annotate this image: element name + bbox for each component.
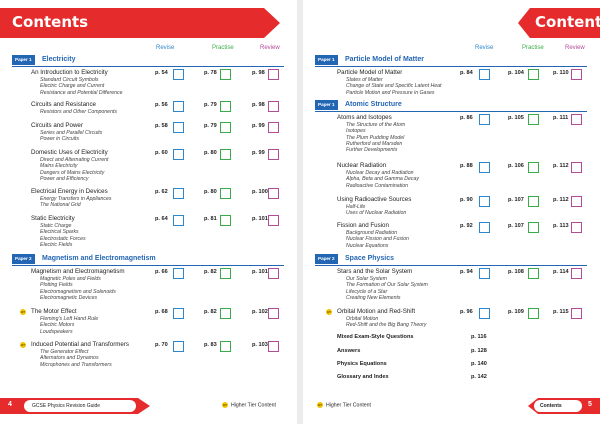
subtopic: Red-Shift and the Big Bang Theory — [346, 322, 427, 329]
practise-checkbox[interactable] — [528, 162, 539, 173]
section-divider — [315, 111, 587, 112]
subtopic: Standard Circuit Symbols — [40, 77, 99, 83]
paper-header-electricity — [12, 55, 284, 65]
review-page-number: p. 111 — [553, 115, 569, 121]
practise-checkbox[interactable] — [220, 308, 231, 319]
extra-item-title: Mixed Exam-Style Questions — [337, 334, 414, 340]
review-checkbox[interactable] — [268, 308, 279, 319]
revise-page-number: p. 70 — [155, 342, 168, 348]
review-checkbox[interactable] — [571, 222, 582, 233]
toc-entry — [31, 188, 295, 209]
subtopic: Power in Circuits — [40, 136, 79, 143]
review-checkbox[interactable] — [571, 308, 582, 319]
column-header-practise: Practise — [212, 45, 234, 51]
practise-page-number: p. 108 — [508, 269, 524, 275]
page-number-left: 4 — [8, 401, 12, 408]
revise-checkbox[interactable] — [479, 162, 490, 173]
section-title: Atomic Structure — [345, 101, 402, 108]
paper-tag: Paper 2 — [12, 254, 35, 264]
toc-entry — [31, 215, 295, 248]
practise-page-number: p. 83 — [204, 342, 217, 348]
revise-checkbox[interactable] — [173, 341, 184, 352]
topic-title: Electrical Energy in Devices — [31, 188, 108, 195]
extra-item-title: Answers — [337, 348, 361, 354]
subtopic: Isotopes — [346, 128, 366, 135]
practise-page-number: p. 81 — [204, 216, 217, 222]
review-page-number: p. 98 — [252, 70, 265, 76]
paper-header-atomic-structure — [315, 100, 587, 110]
revise-checkbox[interactable] — [479, 268, 490, 279]
practise-page-number: p. 104 — [508, 70, 524, 76]
paper-header-space-physics — [315, 254, 587, 264]
practise-checkbox[interactable] — [528, 222, 539, 233]
left-page — [0, 0, 297, 424]
subtopic: Series and Parallel Circuits — [40, 130, 103, 136]
topic-title: Orbital Motion and Red-Shift — [337, 308, 416, 315]
subtopic: Electric Charge and Current — [40, 83, 105, 90]
review-page-number: p. 110 — [553, 70, 569, 76]
review-checkbox[interactable] — [571, 162, 582, 173]
subtopic: Alternators and Dynamos — [40, 355, 99, 362]
review-page-number: p. 113 — [553, 223, 569, 229]
section-title: Electricity — [42, 56, 76, 63]
review-page-number: p. 115 — [553, 309, 569, 315]
higher-tier-label: Higher Tier Content — [326, 402, 371, 409]
revise-page-number: p. 64 — [155, 216, 168, 222]
revise-checkbox[interactable] — [479, 222, 490, 233]
page-number-right: 5 — [588, 401, 592, 408]
higher-tier-icon: HT — [223, 403, 227, 407]
revise-checkbox[interactable] — [173, 149, 184, 160]
topic-title: Domestic Uses of Electricity — [31, 149, 108, 156]
subtopic: Half-Life — [346, 204, 366, 210]
review-checkbox[interactable] — [571, 69, 582, 80]
paper-header-particle-model — [315, 55, 587, 65]
subtopic: Nuclear Fission and Fusion — [346, 236, 409, 243]
revise-page-number: p. 62 — [155, 189, 168, 195]
higher-tier-key-left — [222, 402, 276, 408]
page-title-left: Contents — [12, 13, 89, 31]
subtopic: The Structure of the Atom — [346, 122, 406, 128]
extra-item-glossary — [337, 374, 487, 380]
toc-entry — [21, 308, 295, 335]
review-page-number: p. 101 — [252, 269, 268, 275]
subtopic: Alpha, Beta and Gamma Decay — [346, 176, 419, 183]
toc-entry — [21, 341, 295, 368]
extra-item-exam-questions — [337, 334, 487, 340]
revise-checkbox[interactable] — [479, 308, 490, 319]
book-title: GCSE Physics Revision Guide — [32, 403, 101, 409]
practise-checkbox[interactable] — [220, 122, 231, 133]
toc-entry — [337, 114, 601, 153]
revise-checkbox[interactable] — [173, 308, 184, 319]
section-divider — [12, 66, 284, 67]
review-checkbox[interactable] — [268, 188, 279, 199]
subtopic: Fleming’s Left Hand Rule — [40, 316, 99, 322]
practise-checkbox[interactable] — [528, 69, 539, 80]
topic-title: Fission and Fusion — [337, 222, 389, 229]
column-header-revise: Revise — [475, 45, 494, 51]
practise-checkbox[interactable] — [220, 215, 231, 226]
subtopic: The National Grid — [40, 202, 81, 209]
review-checkbox[interactable] — [268, 69, 279, 80]
review-checkbox[interactable] — [268, 149, 279, 160]
review-page-number: p. 114 — [553, 269, 569, 275]
section-title: Particle Model of Matter — [345, 56, 424, 63]
review-checkbox[interactable] — [268, 215, 279, 226]
subtopic: The Formation of Our Solar System — [346, 282, 428, 289]
practise-checkbox[interactable] — [528, 196, 539, 207]
revise-checkbox[interactable] — [173, 101, 184, 112]
higher-tier-label: Higher Tier Content — [231, 402, 276, 409]
subtopic: Nuclear Equations — [346, 242, 389, 249]
toc-entry — [337, 196, 601, 217]
topic-title: The Motor Effect — [31, 308, 77, 315]
review-checkbox[interactable] — [571, 196, 582, 207]
subtopic: Electromagnetic Devices — [40, 294, 98, 301]
practise-page-number: p. 82 — [204, 309, 217, 315]
topic-title: Circuits and Resistance — [31, 101, 96, 108]
practise-page-number: p. 80 — [204, 150, 217, 156]
extra-item-title: Physics Equations — [337, 361, 387, 367]
right-page — [303, 0, 611, 424]
revise-page-number: p. 96 — [460, 309, 473, 315]
toc-entry — [31, 101, 295, 115]
extra-item-page: p. 140 — [471, 361, 487, 367]
practise-page-number: p. 107 — [508, 223, 524, 229]
topic-title: Particle Model of Matter — [337, 69, 403, 76]
revise-page-number: p. 60 — [155, 150, 168, 156]
higher-tier-key-right — [317, 402, 371, 408]
paper-tag: Paper 1 — [12, 55, 35, 65]
review-page-number: p. 112 — [553, 197, 569, 203]
review-checkbox[interactable] — [268, 122, 279, 133]
revise-checkbox[interactable] — [173, 69, 184, 80]
practise-page-number: p. 79 — [204, 102, 217, 108]
revise-page-number: p. 88 — [460, 163, 473, 169]
practise-checkbox[interactable] — [528, 308, 539, 319]
topic-title: An Introduction to Electricity — [31, 69, 108, 76]
footer-right — [528, 398, 600, 414]
column-header-revise: Revise — [156, 45, 175, 51]
practise-checkbox[interactable] — [220, 341, 231, 352]
contents-banner-left — [0, 8, 280, 38]
toc-entry — [337, 222, 601, 249]
higher-tier-icon: HT — [21, 310, 25, 314]
subtopic: Nuclear Decay and Radiation — [346, 170, 414, 176]
review-checkbox[interactable] — [571, 268, 582, 279]
review-page-number: p. 99 — [252, 123, 265, 129]
topic-title: Nuclear Radiation — [337, 162, 387, 169]
column-header-review: Review — [565, 45, 585, 51]
revise-page-number: p. 54 — [155, 70, 168, 76]
paper-tag: Paper 1 — [315, 55, 338, 65]
review-checkbox[interactable] — [571, 114, 582, 125]
subtopic: Our Solar System — [346, 276, 387, 282]
paper-header-magnetism — [12, 254, 284, 264]
practise-page-number: p. 106 — [508, 163, 524, 169]
extra-item-title: Glossary and Index — [337, 374, 389, 380]
subtopic: Background Radiation — [346, 230, 398, 236]
paper-tag: Paper 2 — [315, 254, 338, 264]
practise-page-number: p. 78 — [204, 70, 217, 76]
section-title: Space Physics — [345, 255, 395, 262]
practise-checkbox[interactable] — [528, 114, 539, 125]
extra-item-page: p. 142 — [471, 374, 487, 380]
subtopic: The Generator Effect — [40, 349, 89, 355]
extra-item-page: p. 128 — [471, 348, 487, 354]
subtopic: Change of State and Specific Latent Heat — [346, 83, 442, 90]
practise-page-number: p. 80 — [204, 189, 217, 195]
revise-checkbox[interactable] — [479, 69, 490, 80]
subtopic: Further Developments — [346, 147, 398, 154]
subtopic: Energy Transfers in Appliances — [40, 196, 112, 202]
footer-left — [0, 398, 150, 414]
higher-tier-icon: HT — [21, 343, 25, 347]
subtopic: Magnetic Poles and Fields — [40, 276, 101, 282]
extra-item-page: p. 116 — [471, 334, 487, 340]
topic-title: Using Radioactive Sources — [337, 196, 412, 203]
review-page-number: p. 99 — [252, 150, 265, 156]
subtopic: Uses of Nuclear Radiation — [346, 210, 407, 217]
practise-checkbox[interactable] — [528, 268, 539, 279]
review-checkbox[interactable] — [268, 268, 279, 279]
higher-tier-icon: HT — [318, 403, 322, 407]
subtopic: Microphones and Transformers — [40, 361, 112, 368]
revise-checkbox[interactable] — [173, 122, 184, 133]
toc-entry — [337, 268, 601, 301]
subtopic: Particle Motion and Pressure in Gases — [346, 89, 435, 96]
subtopic: Electric Motors — [40, 322, 75, 329]
subtopic: The Plum Pudding Model — [346, 134, 405, 141]
section-divider — [315, 66, 587, 67]
topic-title: Atoms and Isotopes — [337, 114, 392, 121]
subtopic: Rutherford and Marsden — [346, 140, 403, 147]
subtopic: Orbital Motion — [346, 316, 379, 322]
higher-tier-icon: HT — [327, 310, 331, 314]
column-header-review: Review — [260, 45, 280, 51]
practise-page-number: p. 79 — [204, 123, 217, 129]
practise-checkbox[interactable] — [220, 69, 231, 80]
section-title: Magnetism and Electromagnetism — [42, 255, 156, 262]
practise-page-number: p. 109 — [508, 309, 524, 315]
revise-checkbox[interactable] — [479, 196, 490, 207]
subtopic: Mains Electricity — [40, 163, 78, 170]
subtopic: Power and Efficiency — [40, 175, 89, 182]
subtopic: Plotting Fields — [40, 282, 73, 289]
topic-title: Induced Potential and Transformers — [31, 341, 130, 348]
subtopic: Lifecycle of a Star — [346, 288, 388, 295]
topic-title: Magnetism and Electromagnetism — [31, 268, 125, 275]
toc-entry — [337, 162, 601, 189]
revise-page-number: p. 66 — [155, 269, 168, 275]
topic-title: Circuits and Power — [31, 122, 83, 129]
toc-entry — [31, 122, 295, 143]
subtopic: Resistance and Potential Difference — [40, 89, 123, 96]
topic-title: Stars and the Solar System — [337, 268, 413, 275]
subtopic: Direct and Alternating Current — [40, 157, 109, 163]
practise-page-number: p. 107 — [508, 197, 524, 203]
toc-entry — [31, 69, 295, 96]
subtopic: Electrostatic Forces — [40, 235, 86, 242]
revise-page-number: p. 86 — [460, 115, 473, 121]
review-page-number: p. 101 — [252, 216, 268, 222]
revise-checkbox[interactable] — [173, 268, 184, 279]
section-divider — [12, 265, 284, 266]
practise-checkbox[interactable] — [220, 268, 231, 279]
practise-checkbox[interactable] — [220, 188, 231, 199]
practise-checkbox[interactable] — [220, 101, 231, 112]
review-page-number: p. 100 — [252, 189, 268, 195]
revise-page-number: p. 68 — [155, 309, 168, 315]
review-page-number: p. 98 — [252, 102, 265, 108]
extra-item-equations — [337, 361, 487, 367]
subtopic: Electric Fields — [40, 241, 73, 248]
subtopic: Electrical Sparks — [40, 229, 79, 236]
toc-entry — [327, 308, 601, 329]
subtopic: Radioactive Contamination — [346, 182, 408, 189]
practise-page-number: p. 82 — [204, 269, 217, 275]
revise-checkbox[interactable] — [173, 188, 184, 199]
toc-entry — [31, 149, 295, 182]
paper-tag: Paper 1 — [315, 100, 338, 110]
practise-page-number: p. 105 — [508, 115, 524, 121]
section-divider — [315, 265, 587, 266]
topic-title: Static Electricity — [31, 215, 75, 222]
revise-checkbox[interactable] — [479, 114, 490, 125]
revise-page-number: p. 90 — [460, 197, 473, 203]
subtopic: Creating New Elements — [346, 294, 401, 301]
contents-banner-right — [518, 8, 611, 38]
subtopic: Resistors and Other Components — [40, 109, 117, 115]
toc-entry — [31, 268, 295, 301]
subtopic: States of Matter — [346, 77, 383, 83]
review-page-number: p. 103 — [252, 342, 268, 348]
subtopic: Electromagnetism and Solenoids — [40, 288, 116, 295]
revise-page-number: p. 84 — [460, 70, 473, 76]
subtopic: Dangers of Mains Electricity — [40, 169, 105, 176]
revise-checkbox[interactable] — [173, 215, 184, 226]
practise-checkbox[interactable] — [220, 149, 231, 160]
subtopic: Loudspeakers — [40, 328, 73, 335]
extra-item-answers — [337, 348, 487, 354]
footer-section-label: Contents — [540, 403, 562, 409]
review-checkbox[interactable] — [268, 101, 279, 112]
revise-page-number: p. 56 — [155, 102, 168, 108]
review-checkbox[interactable] — [268, 341, 279, 352]
revise-page-number: p. 94 — [460, 269, 473, 275]
review-page-number: p. 102 — [252, 309, 268, 315]
review-page-number: p. 112 — [553, 163, 569, 169]
column-header-practise: Practise — [522, 45, 544, 51]
toc-entry — [337, 69, 601, 96]
page-title-right: Contents — [535, 13, 611, 31]
revise-page-number: p. 58 — [155, 123, 168, 129]
revise-page-number: p. 92 — [460, 223, 473, 229]
subtopic: Static Charge — [40, 223, 72, 229]
